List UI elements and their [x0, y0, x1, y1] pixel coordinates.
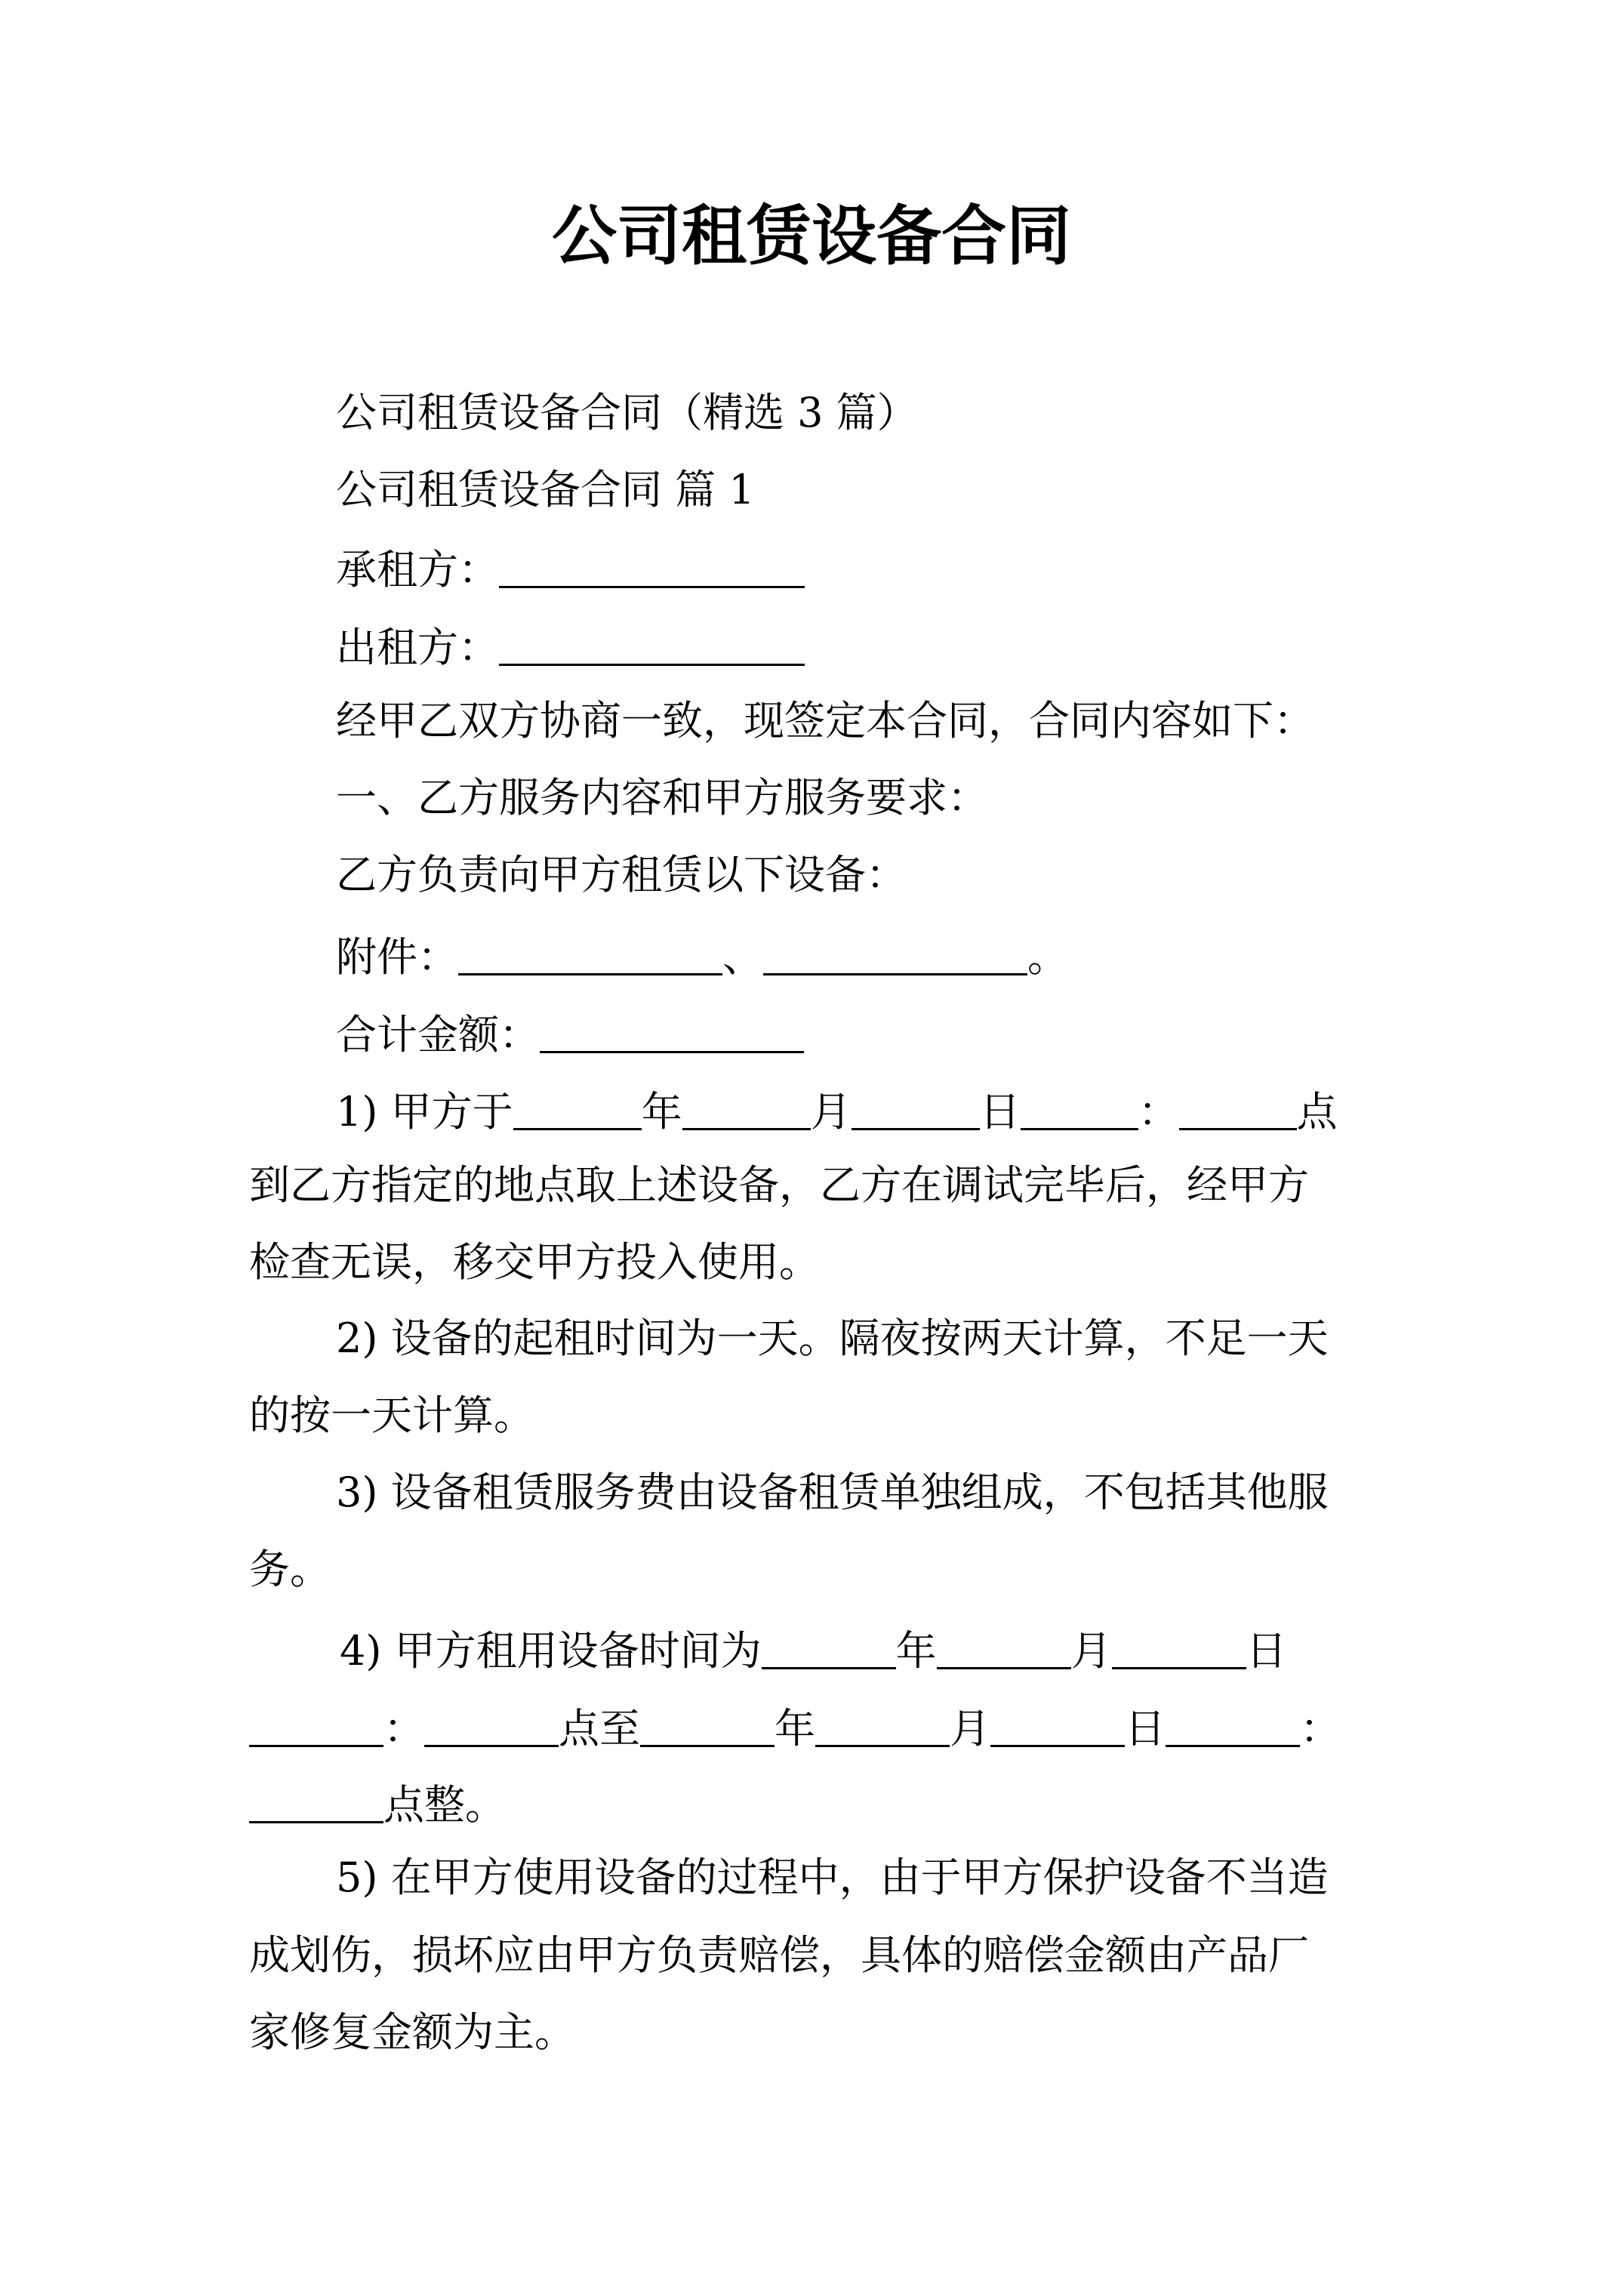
lessor-blank — [499, 623, 805, 666]
clause5-line3: 家修复金额为主。 — [249, 2008, 575, 2056]
attachment-end: 。 — [1027, 933, 1068, 981]
clause5-line2: 成划伤，损坏应由甲方负责赔偿，具体的赔偿金额由产品厂 — [249, 1931, 1309, 1979]
section1-heading: 一、乙方服务内容和甲方服务要求： — [336, 774, 988, 821]
clause4-day-2: 日 — [1125, 1705, 1166, 1752]
clause4-blank-start-day — [1112, 1626, 1246, 1669]
part-heading: 公司租赁设备合同 篇 1 — [336, 466, 755, 513]
lessee-label: 承租方： — [336, 546, 499, 593]
clause5-line1: 5) 在甲方使用设备的过程中，由于甲方保护设备不当造 — [336, 1854, 1329, 1901]
clause4-blank-end-year — [640, 1704, 775, 1747]
clause4-line3 — [249, 1780, 506, 1829]
lessor-label: 出租方： — [336, 624, 499, 671]
clause4-month-1: 月 — [1070, 1627, 1112, 1675]
attachment-label: 附件： — [336, 933, 458, 981]
clause2-line1: 2) 设备的起租时间为一天。隔夜按两天计算，不足一天 — [336, 1314, 1329, 1362]
clause1-blank-minute — [1179, 1087, 1297, 1130]
clause4-to: 点至 — [559, 1705, 640, 1752]
clause4-blank-start-hour — [249, 1704, 383, 1747]
clause3-line1: 3) 设备租赁服务费由设备租赁单独组成，不包括其他服 — [336, 1469, 1329, 1516]
attachment-separator: 、 — [722, 933, 763, 981]
clause1-month: 月 — [810, 1088, 852, 1136]
clause4-blank-end-month — [815, 1704, 950, 1747]
clause4-blank-end-day — [990, 1704, 1125, 1747]
total-line — [336, 1010, 804, 1059]
clause3-line2: 务。 — [249, 1546, 331, 1593]
attachment-blank-2 — [763, 932, 1027, 975]
total-label: 合计金额： — [336, 1011, 540, 1059]
clause1-blank-year — [513, 1087, 642, 1130]
clause4-year-1: 年 — [895, 1627, 937, 1675]
clause2-line2: 的按一天计算。 — [249, 1391, 534, 1439]
clause4-year-2: 年 — [775, 1705, 815, 1752]
lessee-line — [336, 545, 805, 593]
clause4-day-1: 日 — [1246, 1627, 1287, 1675]
clause1-prefix: 1) 甲方于 — [336, 1088, 513, 1136]
clause4-line2 — [249, 1704, 1341, 1752]
lessee-blank — [499, 545, 805, 588]
clause4-blank-end-minute — [249, 1780, 383, 1823]
clause1-line2: 到乙方指定的地点取上述设备，乙方在调试完毕后，经甲方 — [249, 1161, 1309, 1209]
clause4-colon-1: ： — [383, 1705, 424, 1752]
clause1-year: 年 — [641, 1088, 682, 1136]
attachment-line — [336, 932, 1068, 981]
clause4-end: 点整。 — [383, 1781, 506, 1829]
document-subtitle: 公司租赁设备合同（精选 3 篇） — [336, 389, 918, 436]
clause1-blank-month — [682, 1087, 811, 1130]
clause1-blank-day — [852, 1087, 980, 1130]
total-blank — [540, 1010, 804, 1053]
document-title: 公司租赁设备合同 — [552, 198, 1071, 274]
lessor-line — [336, 623, 805, 671]
clause4-prefix: 4) 甲方租用设备时间为 — [340, 1627, 762, 1675]
clause1-blank-hour — [1021, 1087, 1138, 1130]
intro-paragraph: 经甲乙双方协商一致，现签定本合同，合同内容如下： — [336, 697, 1314, 744]
equipment-line: 乙方负责向甲方租赁以下设备： — [336, 851, 907, 898]
clause1-colon: ： — [1138, 1088, 1179, 1136]
clause1-line3: 检查无误，移交甲方投入使用。 — [249, 1238, 820, 1286]
clause4-blank-end-hour — [1166, 1704, 1300, 1747]
clause4-blank-start-minute — [424, 1704, 559, 1747]
clause4-colon-2: ： — [1300, 1705, 1341, 1752]
clause1-day: 日 — [979, 1088, 1021, 1136]
clause4-blank-start-year — [762, 1626, 896, 1669]
clause4-month-2: 月 — [950, 1705, 990, 1752]
clause1-line1 — [336, 1087, 1338, 1136]
clause4-blank-start-month — [937, 1626, 1071, 1669]
clause4-line1 — [340, 1626, 1287, 1675]
clause1-hour: 点 — [1296, 1088, 1338, 1136]
attachment-blank-1 — [458, 932, 722, 975]
